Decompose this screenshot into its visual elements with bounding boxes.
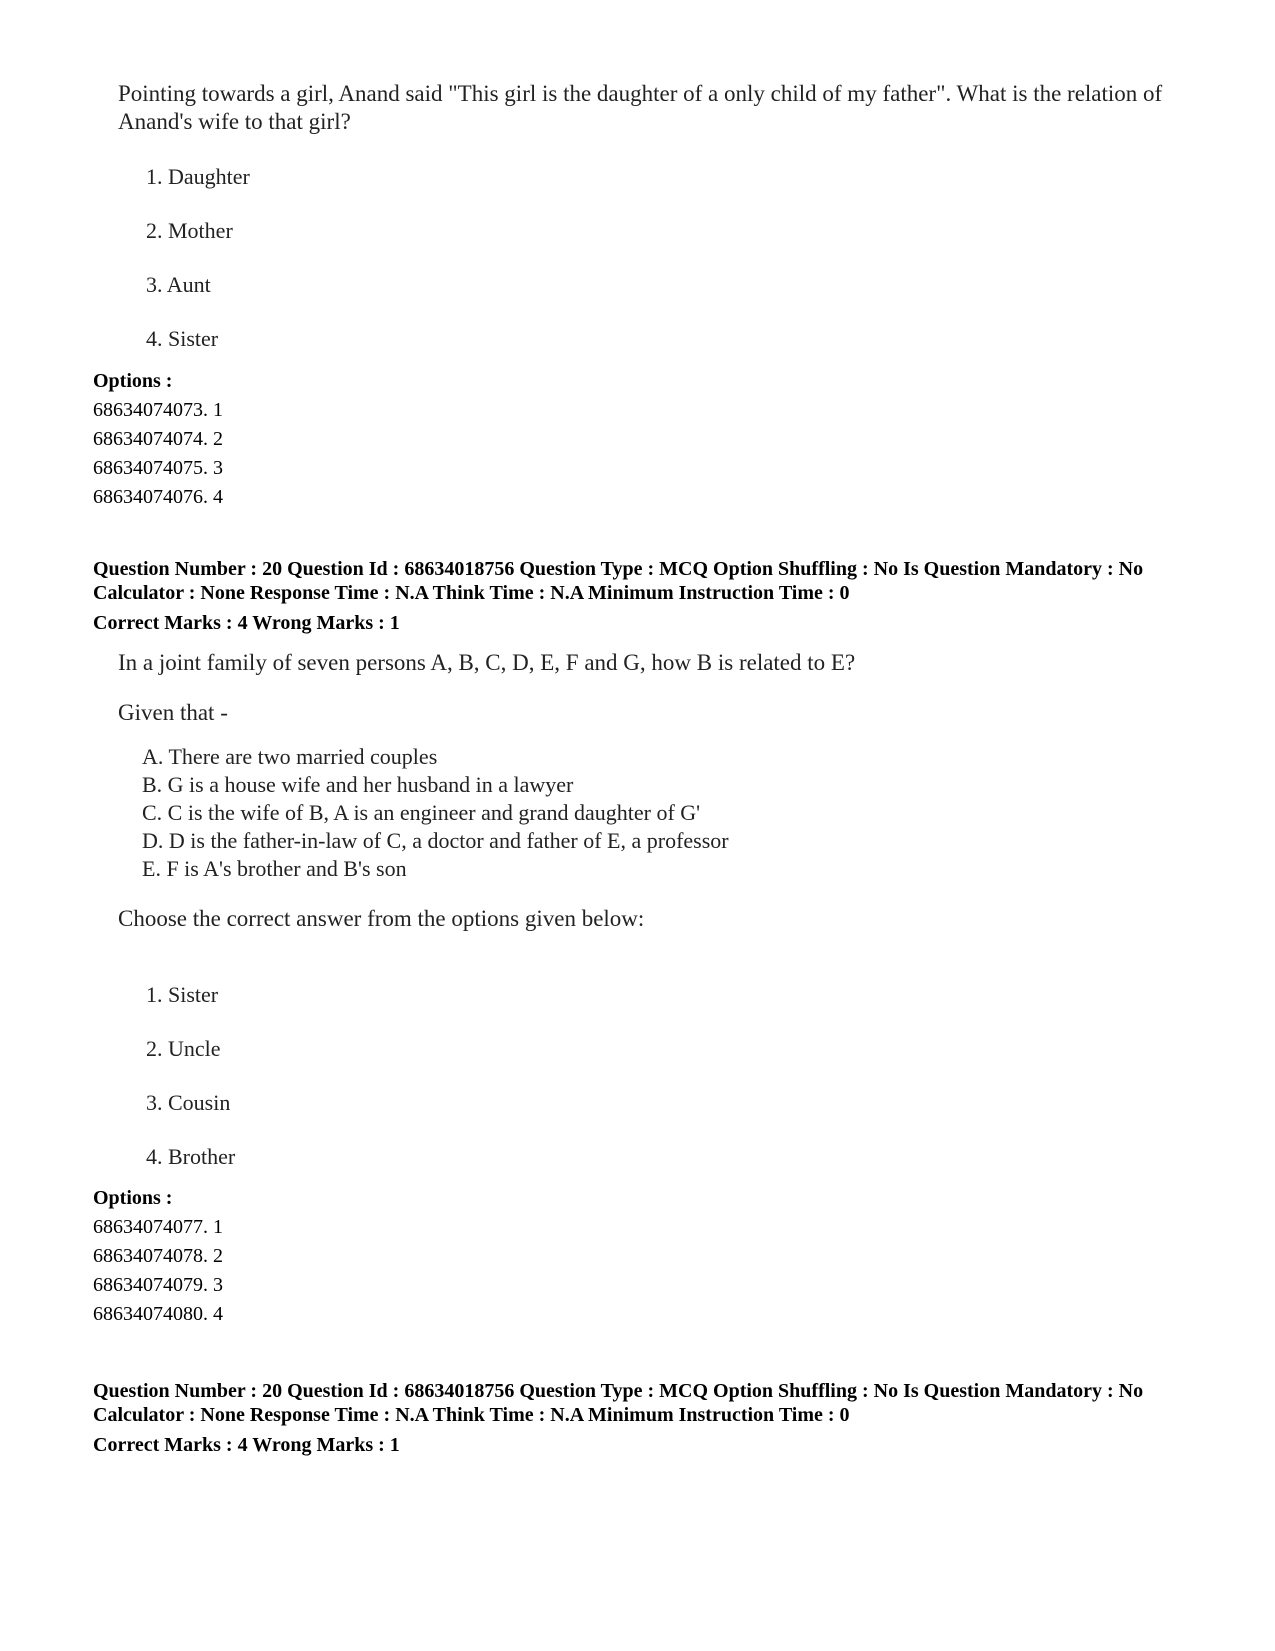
condition-list	[142, 743, 729, 883]
choice-item: 3. Cousin	[146, 1090, 231, 1115]
choice-item: 1. Daughter	[146, 164, 250, 189]
question-meta	[93, 1379, 1223, 1457]
choice-item: 4. Brother	[146, 1144, 236, 1169]
choice-list	[146, 982, 235, 1198]
choice-item: 3. Aunt	[146, 272, 211, 297]
question-marks: Correct Marks : 4 Wrong Marks : 1	[93, 612, 400, 634]
options-heading: Options :	[93, 370, 173, 392]
condition-item: B. G is a house wife and her husband in a lawyer	[142, 772, 574, 797]
option-id: 68634074076. 4	[93, 486, 223, 508]
option-id: 68634074073. 1	[93, 399, 223, 421]
given-label: Given that -	[118, 700, 228, 725]
condition-item: C. C is the wife of B, A is an engineer and grand daughter of G'	[142, 800, 701, 825]
option-id: 68634074077. 1	[93, 1216, 223, 1238]
question-text: In a joint family of seven persons A, B, C, D, E, F and G, how B is related to E?	[118, 650, 856, 675]
question-marks: Correct Marks : 4 Wrong Marks : 1	[93, 1434, 400, 1456]
question-text: Pointing towards a girl, Anand said "This girl is the daughter of a only child of my father". What is the relation of Anand's wife to that girl?	[118, 81, 1163, 134]
choice-item: 2. Uncle	[146, 1036, 221, 1061]
choice-item: 4. Sister	[146, 326, 219, 351]
options-heading: Options :	[93, 1187, 173, 1209]
choice-item: 2. Mother	[146, 218, 233, 243]
option-id: 68634074078. 2	[93, 1245, 223, 1267]
condition-item: E. F is A's brother and B's son	[142, 856, 407, 881]
condition-item: D. D is the father-in-law of C, a doctor and father of E, a professor	[142, 828, 729, 853]
choice-list	[146, 164, 250, 380]
instruction-text: Choose the correct answer from the options given below:	[118, 906, 645, 931]
options-block	[93, 367, 223, 512]
options-block	[93, 1184, 223, 1329]
option-id: 68634074080. 4	[93, 1303, 223, 1325]
option-id: 68634074079. 3	[93, 1274, 223, 1296]
condition-item: A. There are two married couples	[142, 744, 438, 769]
question-meta-info: Question Number : 20 Question Id : 68634018756 Question Type : MCQ Option Shuffling : No Is Question Mandatory : No Calculator : None Response Time : N.A Think Time : N.A Minimum Instruction Time : 0	[93, 558, 1144, 604]
question-meta-info: Question Number : 20 Question Id : 68634018756 Question Type : MCQ Option Shuffling : No Is Question Mandatory : No Calculator : None Response Time : N.A Think Time : N.A Minimum Instruction Time : 0	[93, 1380, 1144, 1426]
choice-item: 1. Sister	[146, 982, 219, 1007]
option-id: 68634074075. 3	[93, 457, 223, 479]
question-meta	[93, 557, 1223, 635]
option-id: 68634074074. 2	[93, 428, 223, 450]
